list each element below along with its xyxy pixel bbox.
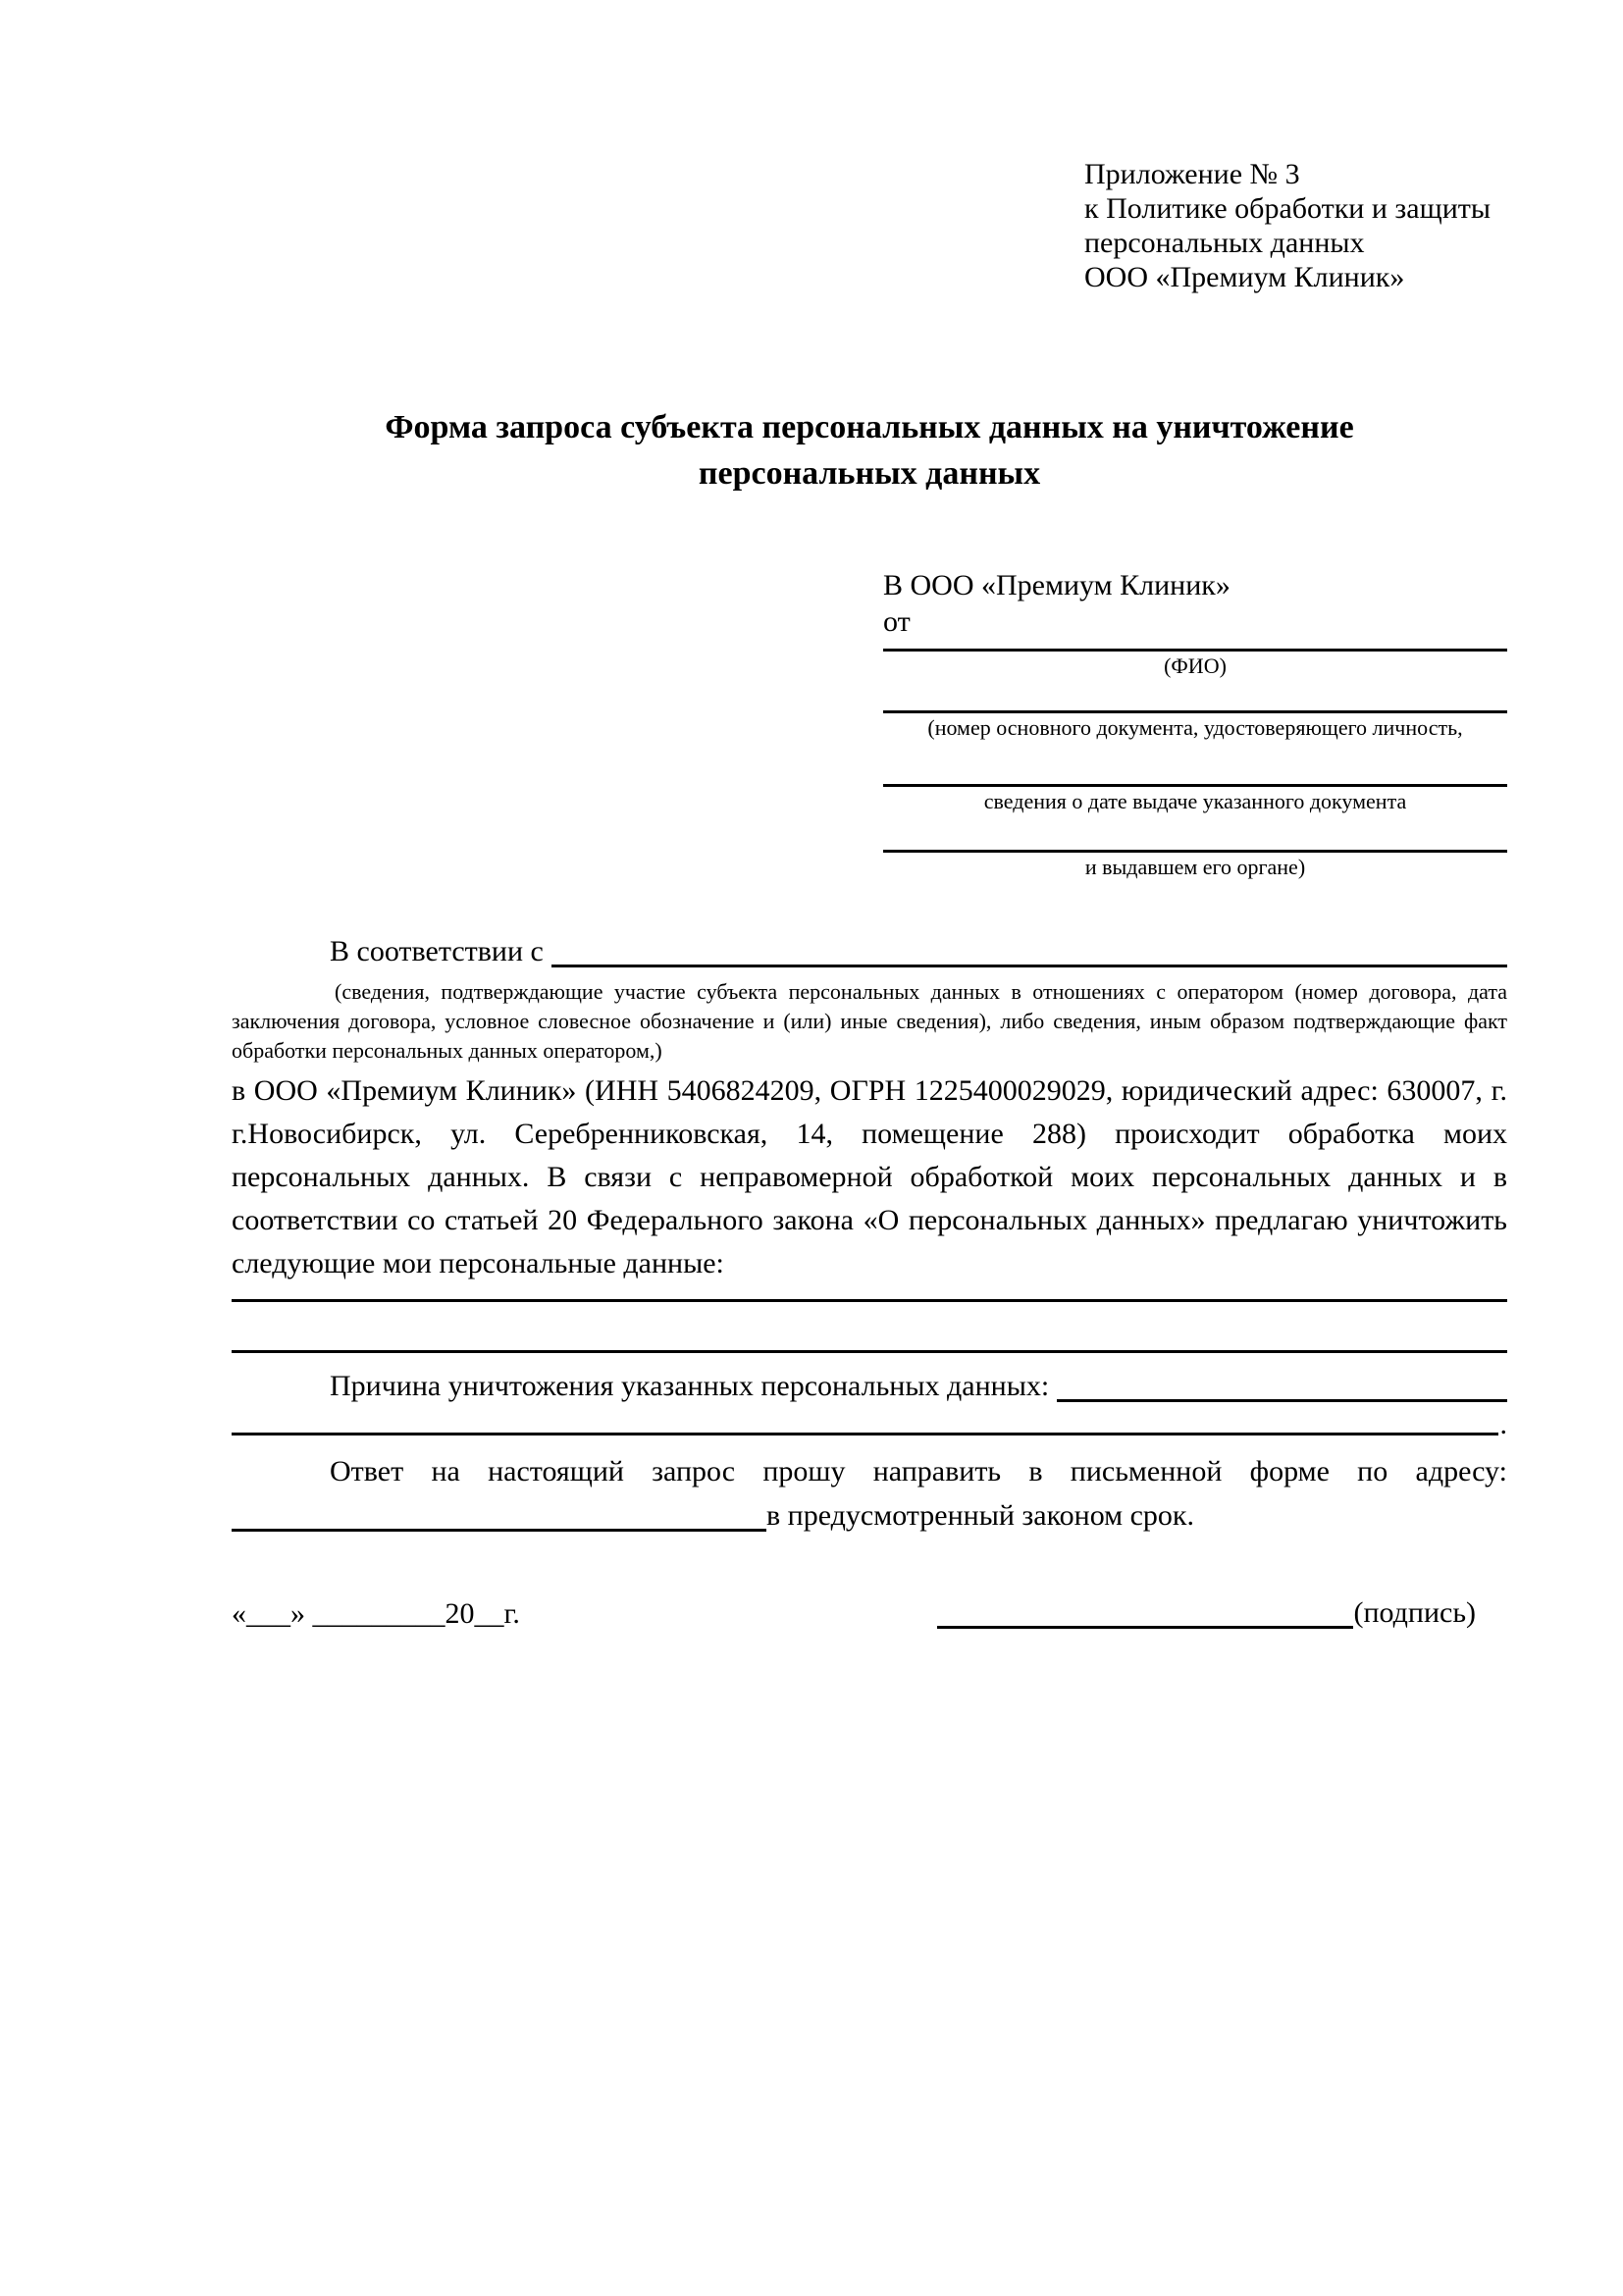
issue-date-caption: сведения о дате выдаче указанного документа <box>983 789 1407 813</box>
main-paragraph: в ООО «Премиум Клиник» (ИНН 5406824209, ОГРН 1225400029029, юридический адрес: 630007, г. г.Новосибирск, ул. Серебренниковская, 14, помещение 288) происходит обработка моих персональных данных. В связи с неправомерной обработкой моих персональных данных и в соответствии со статьей 20 Федерального закона «О персональных данных» предлагаю уничтожить следующие мои персональные данные: <box>232 1074 1507 1279</box>
accordance-blank-line[interactable] <box>551 930 1507 967</box>
issuing-authority-caption: и выдавшем его органе) <box>1084 855 1306 879</box>
document-number-caption: (номер основного документа, удостоверяющего личность, <box>927 715 1463 740</box>
document-number-blank-line[interactable] <box>883 678 1507 713</box>
addressee-from: от <box>883 605 911 638</box>
addressee-to: В ООО «Премиум Клиник» <box>883 569 1230 601</box>
signature-blank-line[interactable] <box>937 1592 1353 1629</box>
addressee-block <box>883 567 1507 879</box>
appendix-header-line: Приложение № 3 <box>1084 158 1300 190</box>
reason-period: . <box>1499 1408 1507 1440</box>
appendix-header-line: персональных данных <box>1084 227 1365 259</box>
signature-group <box>937 1592 1476 1637</box>
fio-caption: (ФИО) <box>1164 653 1227 678</box>
date-signature-row <box>232 1592 1507 1637</box>
appendix-header-line: к Политике обработки и защиты <box>1084 192 1492 225</box>
accordance-label: В соответствии с <box>330 935 544 967</box>
issue-date-blank-line[interactable] <box>883 740 1507 787</box>
reason-row <box>232 1365 1507 1408</box>
reason-continuation-row <box>232 1408 1507 1441</box>
reason-blank-line-2[interactable] <box>232 1408 1498 1435</box>
response-address-row <box>232 1493 1507 1538</box>
issuing-authority-blank-line[interactable] <box>883 813 1507 853</box>
fio-blank-line[interactable] <box>883 640 1507 652</box>
response-paragraph: Ответ на настоящий запрос прошу направить в письменной форме по адресу: <box>330 1455 1507 1487</box>
document-title: Форма запроса субъекта персональных данных на уничтожение персональных данных <box>385 409 1354 492</box>
accordance-note: (сведения, подтверждающие участие субъекта персональных данных в отношениях с оператором (номер договора, дата заключения договора, условное словесное обозначение и (или) иные сведения), либо сведения, иным образом подтверждающие факт обработки персональных данных оператором,) <box>232 979 1507 1063</box>
appendix-header-line: ООО «Премиум Клиник» <box>1084 261 1405 293</box>
date-blank[interactable]: «___» _________20__г. <box>232 1597 520 1630</box>
accordance-row <box>232 930 1507 973</box>
response-tail: в предусмотренный законом срок. <box>766 1499 1194 1532</box>
signature-caption: (подпись) <box>1353 1596 1476 1629</box>
address-blank-line[interactable] <box>232 1493 766 1532</box>
reason-label: Причина уничтожения указанных персональных данных: <box>330 1370 1050 1402</box>
appendix-header <box>1084 157 1507 294</box>
personal-data-blank-line-2[interactable] <box>232 1302 1507 1353</box>
reason-blank-line[interactable] <box>1057 1365 1507 1402</box>
